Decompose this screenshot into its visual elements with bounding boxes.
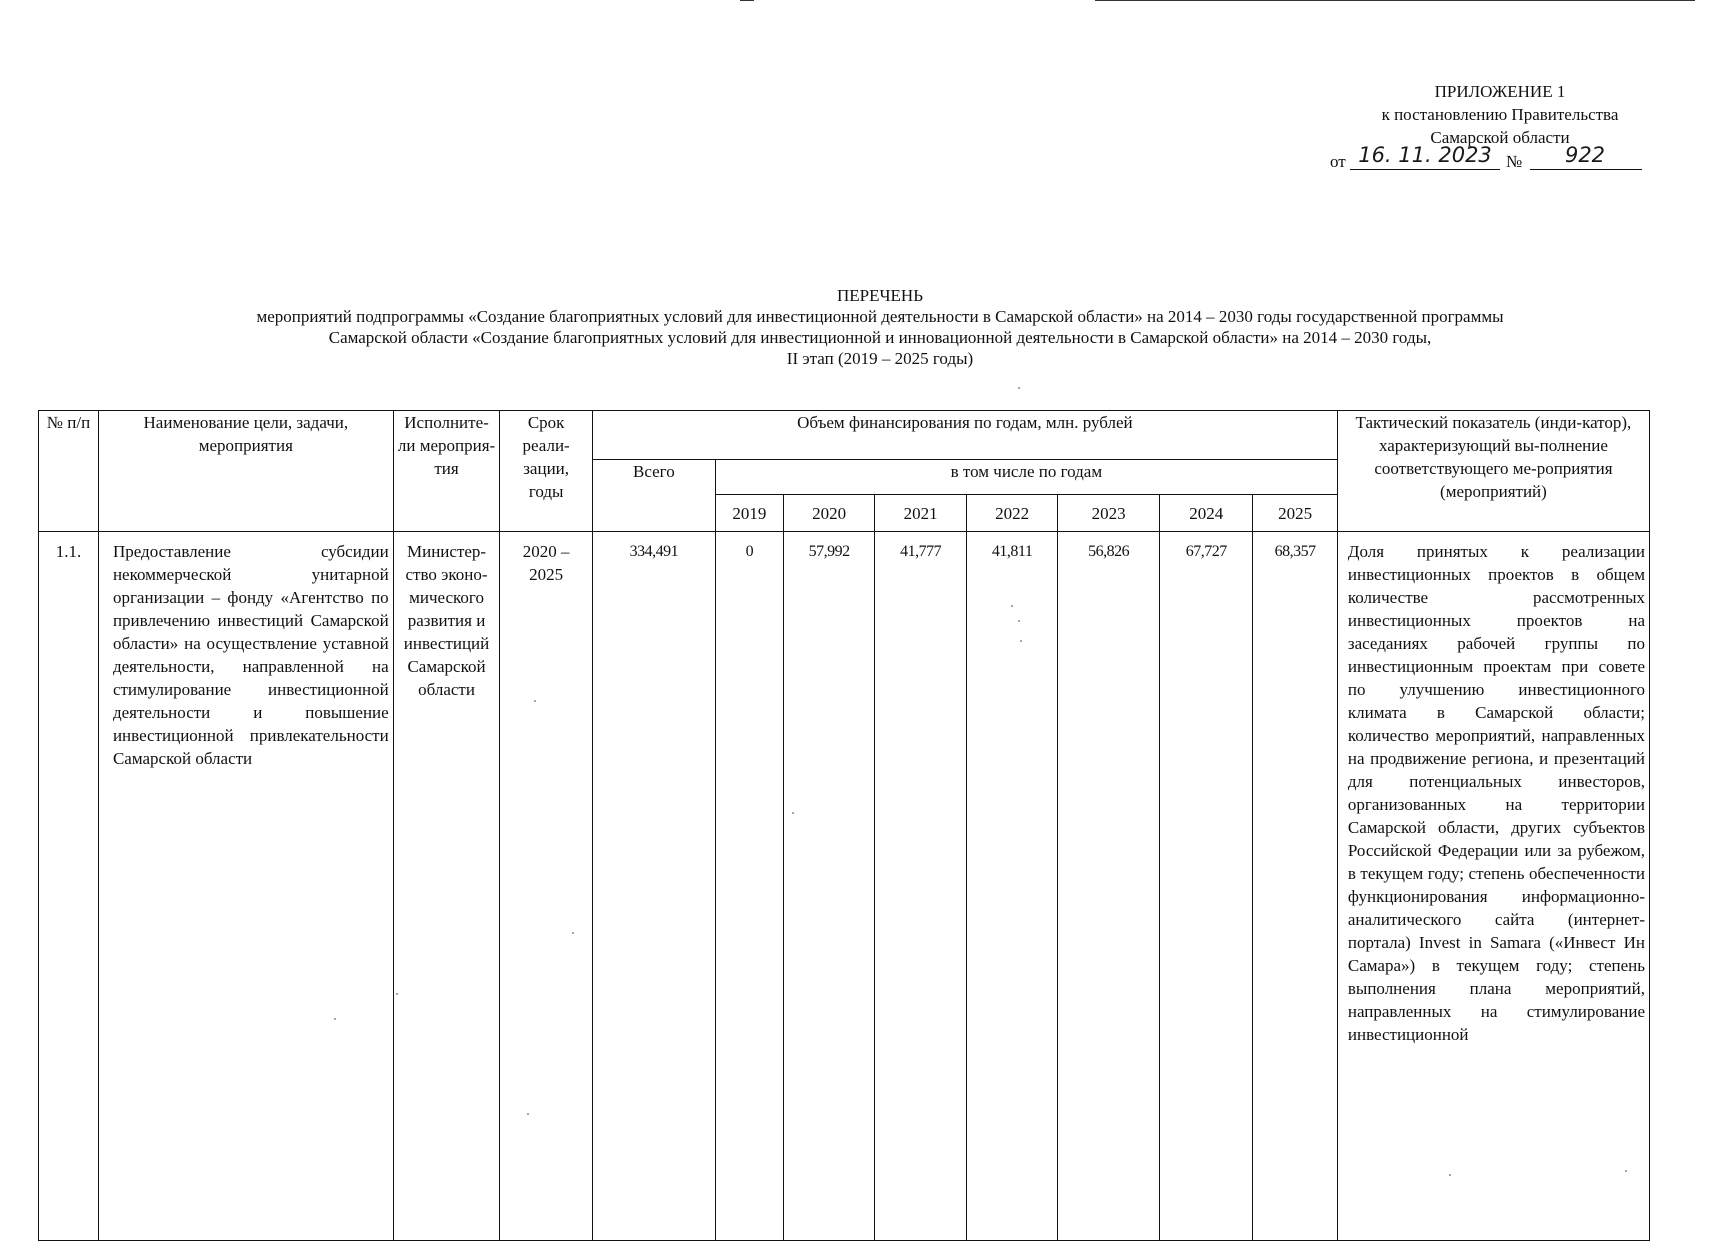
row-executor: Министер-ство эконо-мического развития и инвестиций Самарской области xyxy=(393,532,500,1241)
scan-speck xyxy=(792,812,794,814)
scan-speck xyxy=(572,932,574,934)
appendix-block xyxy=(1300,80,1700,149)
header-period: Срок реали-зации, годы xyxy=(500,411,592,532)
scan-edge-mark xyxy=(1095,0,1695,1)
table-row xyxy=(39,532,1650,1241)
row-value-2021: 41,777 xyxy=(875,532,966,1241)
header-year-2021: 2021 xyxy=(875,495,966,532)
date-underline xyxy=(1350,169,1500,170)
scan-speck xyxy=(1018,620,1020,622)
order-reference xyxy=(1330,143,1650,174)
appendix-line-2: Самарской области xyxy=(1430,128,1570,147)
scan-speck xyxy=(1011,605,1013,607)
number-label: № xyxy=(1506,152,1523,171)
scan-speck xyxy=(1018,387,1020,389)
header-by-years: в том числе по годам xyxy=(715,460,1337,495)
document-subtitle-line-2: Самарской области «Создание благоприятных условий для инвестиционной и инновационной деятельности в Самарской области» на 2014 – 2030 годы, xyxy=(328,328,1432,347)
from-label: от xyxy=(1330,152,1346,171)
header-year-2020: 2020 xyxy=(783,495,874,532)
row-period: 2020 – 2025 xyxy=(500,532,592,1241)
scan-speck xyxy=(527,1113,529,1115)
document-title-block xyxy=(100,285,1660,369)
scan-speck xyxy=(334,1018,336,1020)
header-year-2022: 2022 xyxy=(966,495,1057,532)
row-value-2020: 57,992 xyxy=(783,532,874,1241)
row-value-2024: 67,727 xyxy=(1159,532,1253,1241)
header-no: № п/п xyxy=(39,411,99,532)
row-value-2023: 56,826 xyxy=(1058,532,1160,1241)
header-year-2023: 2023 xyxy=(1058,495,1160,532)
scan-speck xyxy=(396,993,398,995)
row-indicator: Доля принятых к реализации инвестиционных проектов в общем количестве рассмотренных инвестиционных проектов на заседаниях рабочей группы по инвестиционным проектам при совете по улучшению инвестиционного климата в Самарской области; количество мероприятий, направленных на продвижение региона, и презентаций для потенциальных инвесторов, организованных на территории Самарской области, других субъектов Российской Федерации или за рубежом, в текущем году; степень обеспеченности функционирования информационно-аналитического сайта (интернет-портала) Invest in Samara («Инвест Ин Самара») в текущем году; степень выполнения плана мероприятий, направленных на стимулирование инвестиционной xyxy=(1337,532,1649,1241)
header-year-2025: 2025 xyxy=(1253,495,1337,532)
header-total: Всего xyxy=(592,460,715,532)
header-executor: Исполните-ли мероприя-тия xyxy=(393,411,500,532)
header-year-2024: 2024 xyxy=(1159,495,1253,532)
header-name: Наименование цели, задачи, мероприятия xyxy=(98,411,393,532)
number-underline xyxy=(1530,169,1642,170)
activities-table xyxy=(38,410,1650,1241)
scan-speck xyxy=(1449,1174,1451,1176)
appendix-title: ПРИЛОЖЕНИЕ 1 xyxy=(1434,82,1566,101)
row-name: Предоставление субсидии некоммерческой унитарной организации – фонду «Агентство по привлечению инвестиций Самарской области» на осуществление уставной деятельности, направленной на стимулирование инвестиционной деятельности и повышение инвестиционной привлекательности Самарской области xyxy=(98,532,393,1241)
order-date: 16. 11. 2023 xyxy=(1358,143,1492,167)
document-subtitle-line-1: мероприятий подпрограммы «Создание благоприятных условий для инвестиционной деятельности в Самарской области» на 2014 – 2030 годы государственной программы xyxy=(256,307,1504,326)
order-number: 922 xyxy=(1564,143,1606,167)
header-funding: Объем финансирования по годам, млн. рублей xyxy=(592,411,1337,460)
row-value-2025: 68,357 xyxy=(1253,532,1337,1241)
row-total: 334,491 xyxy=(592,532,715,1241)
header-year-2019: 2019 xyxy=(715,495,783,532)
row-value-2022: 41,811 xyxy=(966,532,1057,1241)
scan-speck xyxy=(534,700,536,702)
document-subtitle-line-3: II этап (2019 – 2025 годы) xyxy=(786,349,974,368)
document-title: ПЕРЕЧЕНЬ xyxy=(837,286,923,305)
header-indicator: Тактический показатель (инди-катор), характеризующий вы-полнение соответствующего ме-роприятия (мероприятий) xyxy=(1337,411,1649,532)
scan-speck xyxy=(1625,1170,1627,1172)
header-row-1 xyxy=(39,411,1650,460)
scan-speck xyxy=(1020,640,1022,642)
scan-edge-mark xyxy=(740,0,754,1)
row-value-2019: 0 xyxy=(715,532,783,1241)
appendix-line-1: к постановлению Правительства xyxy=(1381,105,1619,124)
row-no: 1.1. xyxy=(39,532,99,1241)
